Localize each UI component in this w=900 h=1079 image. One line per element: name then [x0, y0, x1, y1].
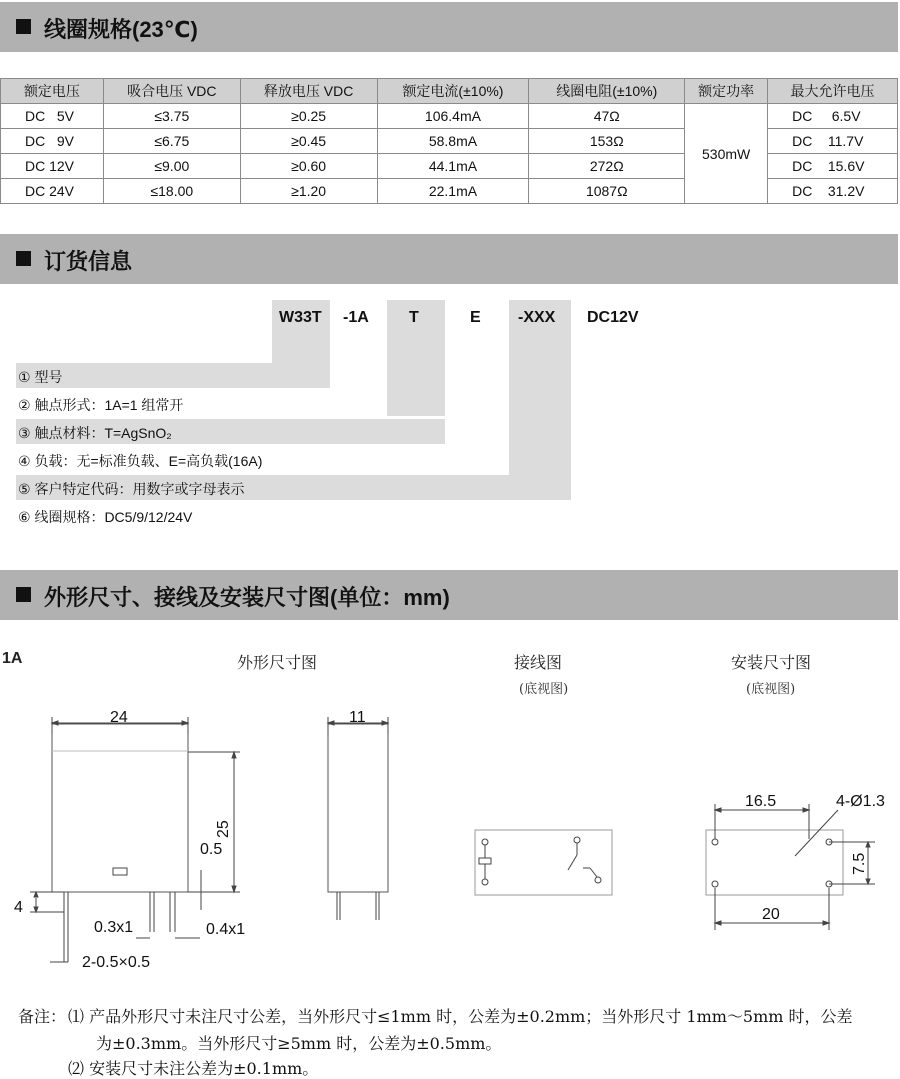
mount-subtitle: (底视图) [746, 682, 796, 697]
table-cell: ≤3.75 [103, 104, 240, 129]
order-line: ① 型号 [18, 369, 63, 385]
table-cell: ≤6.75 [103, 129, 240, 154]
dim-width: 24 [110, 709, 128, 726]
table-cell: ≥0.25 [240, 104, 377, 129]
table-cell: ≤9.00 [103, 154, 240, 179]
outline-title: 外形尺寸图 [237, 653, 318, 672]
header-cell: 释放电压 VDC [240, 79, 377, 104]
header-cell: 最大允许电压 [768, 79, 898, 104]
table-cell: 153Ω [529, 129, 685, 154]
table-cell: ≥0.45 [240, 129, 377, 154]
square-bullet-icon [16, 587, 31, 602]
header-cell: 额定电流(±10%) [377, 79, 529, 104]
note-1-line-1: ⑴ 产品外形尺寸未注尺寸公差，当外形尺寸≤1mm 时，公差为±0.2mm；当外形尺寸 1mm～5mm 时，公差 [68, 1007, 853, 1026]
section-title: 线圈规格(23℃) [44, 17, 198, 42]
dim-pin-a: 0.3x1 [94, 919, 134, 936]
table-cell: 106.4mA [377, 104, 529, 129]
order-row-1 [16, 363, 330, 388]
table-cell: DC 11.7V [768, 129, 898, 154]
table-cell: ≥0.60 [240, 154, 377, 179]
code-part-material: T [409, 309, 419, 326]
order-line: ⑤ 客户特定代码：用数字或字母表示 [18, 481, 245, 497]
square-bullet-icon [16, 19, 31, 34]
dim-mount-width: 16.5 [745, 793, 777, 810]
table-cell: 22.1mA [377, 179, 529, 204]
note-1-line-2: 为±0.3mm。当外形尺寸≥5mm 时，公差为±0.5mm。 [96, 1034, 502, 1053]
section-header-order [0, 234, 898, 284]
table-cell: 58.8mA [377, 129, 529, 154]
table-cell: DC 31.2V [768, 179, 898, 204]
dimension-drawings [0, 640, 900, 980]
dim-pin-c: 2-0.5×0.5 [82, 954, 151, 971]
header-cell: 线圈电阻(±10%) [529, 79, 685, 104]
code-part-contact: -1A [343, 309, 369, 326]
wiring-subtitle: (底视图) [519, 682, 569, 697]
dim-depth: 11 [349, 709, 366, 726]
table-cell: DC 12V [1, 154, 104, 179]
table-cell: DC 9V [1, 129, 104, 154]
table-cell: 47Ω [529, 104, 685, 129]
code-part-load: E [470, 309, 481, 326]
wiring-title: 接线图 [514, 653, 563, 672]
order-line: ⑥ 线圈规格：DC5/9/12/24V [18, 509, 193, 525]
header-cell: 额定功率 [685, 79, 768, 104]
mount-view [706, 804, 875, 930]
dim-pin-offset: 0.5 [200, 841, 223, 858]
dim-height: 25 [215, 820, 232, 838]
note-2: ⑵ 安装尺寸未注公差为±0.1mm。 [68, 1059, 319, 1078]
coil-spec-table [0, 78, 898, 204]
table-cell: 272Ω [529, 154, 685, 179]
dim-mount-hole: 4-Ø1.3 [836, 793, 885, 810]
header-cell: 吸合电压 VDC [103, 79, 240, 104]
dim-pin-b: 0.4x1 [206, 921, 246, 938]
table-cell: DC 6.5V [768, 104, 898, 129]
table-cell: ≤18.00 [103, 179, 240, 204]
section-title: 外形尺寸、接线及安装尺寸图(单位：mm) [44, 585, 450, 610]
table-cell: DC 15.6V [768, 154, 898, 179]
table-cell: ≥1.20 [240, 179, 377, 204]
table-cell: 44.1mA [377, 154, 529, 179]
order-line: ③ 触点材料：T=AgSnO₂ [18, 425, 172, 441]
mount-title: 安装尺寸图 [731, 653, 812, 672]
variant-label: 1A [2, 650, 23, 667]
table-cell: 1087Ω [529, 179, 685, 204]
code-part-customer: -XXX [518, 309, 556, 326]
dim-mount-height: 7.5 [851, 852, 868, 875]
section-header-coil [0, 2, 898, 52]
order-line: ② 触点形式：1A=1 组常开 [18, 397, 184, 413]
table-cell: DC 24V [1, 179, 104, 204]
code-part-coil: DC12V [587, 309, 639, 326]
order-line: ④ 负载：无=标准负载、E=高负载(16A) [18, 453, 263, 469]
table-cell: DC 5V [1, 104, 104, 129]
table-row [1, 104, 898, 129]
header-cell: 额定电压 [1, 79, 104, 104]
wiring-view [475, 830, 612, 895]
dim-pin-length: 4 [14, 899, 23, 916]
side-outline-view [328, 717, 388, 920]
order-bar-customer [509, 300, 571, 500]
notes-label: 备注： [18, 1007, 67, 1026]
section-title: 订货信息 [44, 249, 133, 274]
table-header-row [1, 79, 898, 104]
code-part-model: W33T [279, 309, 322, 326]
section-header-dims [0, 570, 898, 620]
power-cell: 530mW [685, 104, 768, 204]
dim-mount-width2: 20 [762, 906, 780, 923]
square-bullet-icon [16, 251, 31, 266]
